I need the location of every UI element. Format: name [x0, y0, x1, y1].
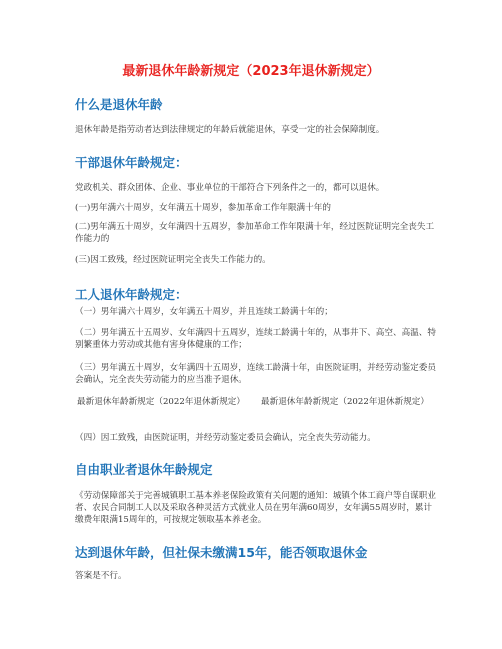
heading-freelancer-rules: 自由职业者退休年龄规定	[75, 462, 213, 477]
list-item-cadre-1: (一)男年满六十周岁，女年满五十周岁，参加革命工作年限满十年的	[75, 203, 331, 213]
heading-worker-rules: 工人退休年龄规定：	[75, 287, 188, 302]
heading-what-is-retirement-age: 什么是退休年龄	[75, 97, 163, 112]
column-text-left: 最新退休年龄新规定（2022年退休新规定）	[77, 397, 245, 407]
paragraph-definition: 退休年龄是指劳动者达到法律规定的年龄后就能退休，享受一定的社会保障制度。	[75, 125, 385, 135]
list-item-cadre-2: (二)男年满五十周岁，女年满四十五周岁，参加革命工作年限满十年，经过医院证明完全丧失工作能力的	[75, 222, 435, 244]
heading-qa: 达到退休年龄，但社保未缴满15年，能否领取退休金	[75, 545, 368, 560]
paragraph-cadre-intro: 党政机关、群众团体、企业、事业单位的干部符合下列条件之一的，都可以退休。	[75, 183, 385, 193]
paragraph-qa-answer: 答案是不行。	[75, 571, 127, 581]
list-item-worker-2: （二）男年满五十五周岁、女年满四十五周岁，连续工龄满十年的，从事井下、高空、高温、特别繁重体力劳动或其他有害身体健康的工作；	[75, 328, 436, 350]
list-item-worker-4: （四）因工致残，由医院证明，并经劳动鉴定委员会确认，完全丧失劳动能力。	[75, 433, 376, 443]
column-text-right: 最新退休年龄新规定（2022年退休新规定）	[261, 397, 429, 407]
list-item-cadre-3: (三)因工致残，经过医院证明完全丧失工作能力的。	[75, 255, 271, 265]
page-title: 最新退休年龄新规定（2023年退休新规定）	[122, 64, 380, 79]
paragraph-freelancer: 《劳动保障部关于完善城镇职工基本养老保险政策有关问题的通知：城镇个体工商户等自谋职业者、农民合同制工人以及采取各种灵活方式就业人员在男年满60周岁，女年满55周岁时，累计缴费年限满15周年的，可按规定领取基本养老金。	[75, 491, 436, 525]
list-item-worker-1: （一）男年满六十周岁，女年满五十周岁，并且连续工龄满十年的；	[75, 307, 333, 317]
heading-cadre-rules: 干部退休年龄规定：	[75, 155, 188, 170]
list-item-worker-3: （三）男年满五十周岁，女年满四十五周岁，连续工龄满十年，由医院证明，并经劳动鉴定委员会确认，完全丧失劳动能力的应当准予退休。	[75, 363, 436, 385]
